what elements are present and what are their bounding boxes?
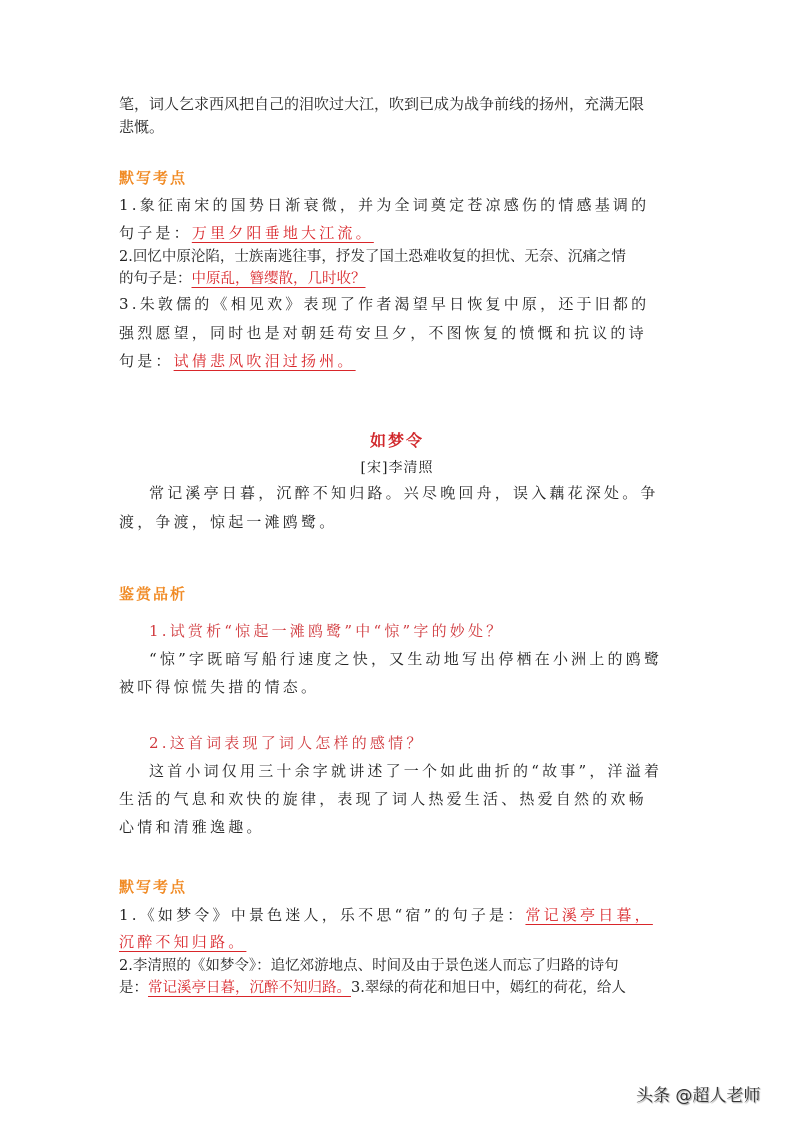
section3-q2-prefix: 是： [119, 980, 148, 996]
section2-q1-question: 1.试赏析“惊起一滩鸥鹭”中“惊”字的妙处？ [149, 622, 505, 640]
section1-q3-prefix: 句是： [119, 352, 174, 370]
section3-q1-answer-part1: 常记溪亭日暮， [525, 906, 653, 924]
section-heading-dictation-1: 默写考点 [119, 169, 188, 187]
section2-q2-answer-line2: 生活的气息和欢快的旋律，表现了词人热爱生活、热爱自然的欢畅 [119, 790, 647, 808]
section3-q2-line2 [119, 977, 679, 999]
section2-q2-answer-line3: 心情和清雅逸趣。 [119, 818, 265, 836]
poem-line-1: 常记溪亭日暮，沉醉不知归路。兴尽晚回舟，误入藕花深处。争 [149, 484, 659, 502]
poem-line-2: 渡，争渡，惊起一滩鸥鹭。 [119, 513, 338, 531]
section1-q3-answer: 试倩悲风吹泪过扬州。 [173, 352, 356, 370]
section1-q3-line2: 强烈愿望，同时也是对朝廷苟安旦夕，不图恢复的愤慨和抗议的诗 [119, 324, 647, 342]
section3-q1-line1 [119, 904, 679, 926]
watermark: 头条 @超人老师 [636, 1086, 761, 1106]
poem-author: [宋]李清照 [360, 460, 434, 476]
poem-title: 如梦令 [369, 431, 424, 450]
section2-q2-question: 2.这首词表现了词人怎样的感情？ [149, 734, 425, 752]
intro-line-1: 笔，词人乞求西风把自己的泪吹过大江，吹到已成为战争前线的扬州，充满无限 [119, 95, 645, 113]
section1-q2-prefix: 的句子是： [119, 271, 192, 287]
section2-q1-answer-line2: 被吓得惊慌失措的情态。 [119, 678, 320, 696]
section1-q1-line1: 1.象征南宋的国势日渐衰微，并为全词奠定苍凉感伤的情感基调的 [119, 196, 650, 214]
section3-q2-line1: 2.李清照的《如梦令》：追忆郊游地点、时间及由于景色迷人而忘了归路的诗句 [119, 958, 619, 974]
section1-q1-line2 [119, 222, 679, 244]
section-heading-dictation-2: 默写考点 [119, 878, 188, 896]
section1-q2-line1: 2.回忆中原沦陷，士族南逃往事，抒发了国土恐难收复的担忧、无奈、沉痛之情 [119, 249, 626, 265]
section-heading-appreciation: 鉴赏品析 [119, 585, 188, 603]
section3-q2-answer: 常记溪亭日暮，沉醉不知归路。 [148, 980, 351, 996]
section2-q2-answer-line1: 这首小词仅用三十余字就讲述了一个如此曲折的“故事”，洋溢着 [149, 762, 663, 780]
section3-q1-line2 [119, 931, 679, 953]
section3-q1-prefix: 1.《如梦令》中景色迷人，乐不思“宿”的句子是： [119, 906, 526, 924]
section1-q2-answer: 中原乱，簪缨散，几时收？ [191, 271, 366, 287]
section1-q2-line2 [119, 268, 679, 290]
section1-q3-line3 [119, 350, 679, 372]
section1-q3-line1: 3.朱敦儒的《相见欢》表现了作者渴望早日恢复中原，还于旧都的 [119, 295, 650, 313]
section3-q2-suffix: 3.翠绿的荷花和旭日中，嫣红的荷花，给人 [351, 980, 626, 996]
intro-line-2: 悲慨。 [119, 118, 165, 136]
section1-q1-answer: 万里夕阳垂地大江流。 [191, 224, 374, 242]
section2-q1-answer-line1: “惊”字既暗写船行速度之快，又生动地写出停栖在小洲上的鸥鹭 [149, 650, 663, 668]
section1-q1-prefix: 句子是： [119, 224, 192, 242]
section3-q1-answer-part2: 沉醉不知归路。 [119, 933, 247, 951]
